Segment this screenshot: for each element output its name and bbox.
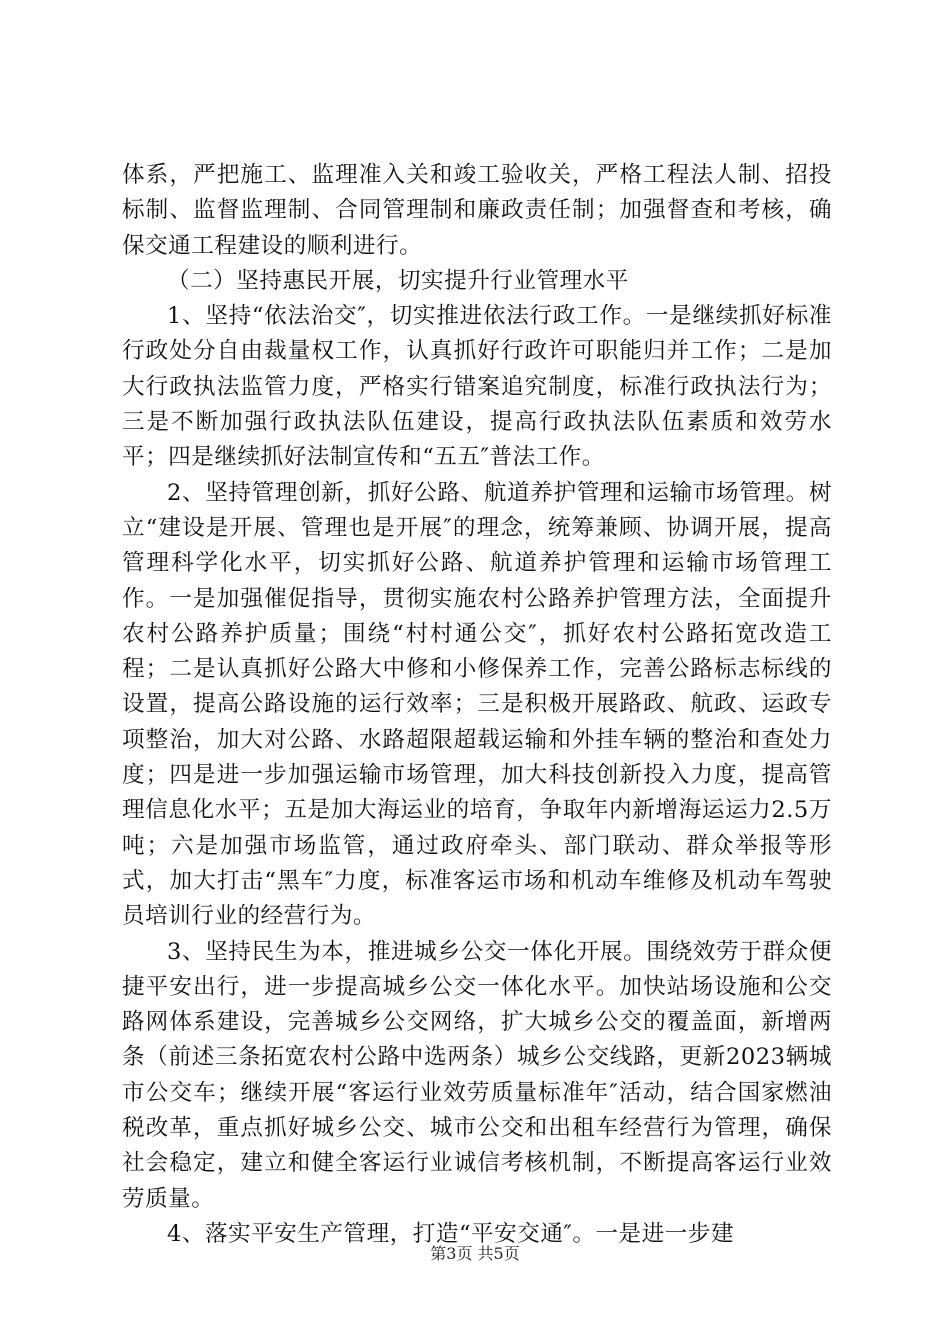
document-body [122, 158, 832, 1252]
page-footer: 第3页 共5页 [430, 1244, 520, 1263]
paragraph-continuation: 体系，严把施工、监理准入关和竣工验收关，严格工程法人制、招投标制、监督监理制、合同管理制和廉政责任制；加强督查和考核，确保交通工程建设的顺利进行。 [122, 162, 832, 259]
paragraph-item-2: 2、坚持管理创新，抓好公路、航道养护管理和运输市场管理。树立“建设是开展、管理也是开展″的理念，统筹兼顾、协调开展，提高管理科学化水平，切实抓好公路、航道养护管理和运输市场管理工作。一是加强催促指导，贯彻实施农村公路养护管理方法，全面提升农村公路养护质量；围绕“村村通公交″，抓好农村公路拓宽改造工程；二是认真抓好公路大中修和小修保养工作，完善公路标志标线的设置，提高公路设施的运行效率；三是积极开展路政、航政、运政专项整治，加大对公路、水路超限超载运输和外挂车辆的整治和查处力度；四是进一步加强运输市场管理，加大科技创新投入力度，提高管理信息化水平；五是加大海运业的培育，争取年内新增海运运力2.5万吨；六是加强市场监管，通过政府牵头、部门联动、群众举报等形式，加大打击“黑车″力度，标准客运市场和机动车维修及机动车驾驶员培训行业的经营行为。 [122, 479, 832, 930]
paragraph-item-1: 1、坚持“依法治交″，切实推进依法行政工作。一是继续抓好标准行政处分自由裁量权工作，认真抓好行政许可职能归并工作；二是加大行政执法监管力度，严格实行错案追究制度，标准行政执法行为；三是不断加强行政执法队伍建设，提高行政执法队伍素质和效劳水平；四是继续抓好法制宣传和“五五″普法工作。 [122, 303, 832, 471]
paragraph-item-3: 3、坚持民生为本，推进城乡公交一体化开展。围绕效劳于群众便捷平安出行，进一步提高城乡公交一体化水平。加快站场设施和公交路网体系建设，完善城乡公交网络，扩大城乡公交的覆盖面，新增两条（前述三条拓宽农村公路中选两条）城乡公交线路，更新2023辆城市公交车；继续开展“客运行业效劳质量标准年″活动，结合国家燃油税改革，重点抓好城乡公交、城市公交和出租车经营行为管理，确保社会稳定，建立和健全客运行业诚信考核机制，不断提高客运行业效劳质量。 [122, 938, 832, 1212]
paragraph-item-4: 4、落实平安生产管理，打造“平安交通″。一是进一步建 [167, 1220, 735, 1247]
section-heading: （二）坚持惠民开展，切实提升行业管理水平 [167, 267, 629, 294]
